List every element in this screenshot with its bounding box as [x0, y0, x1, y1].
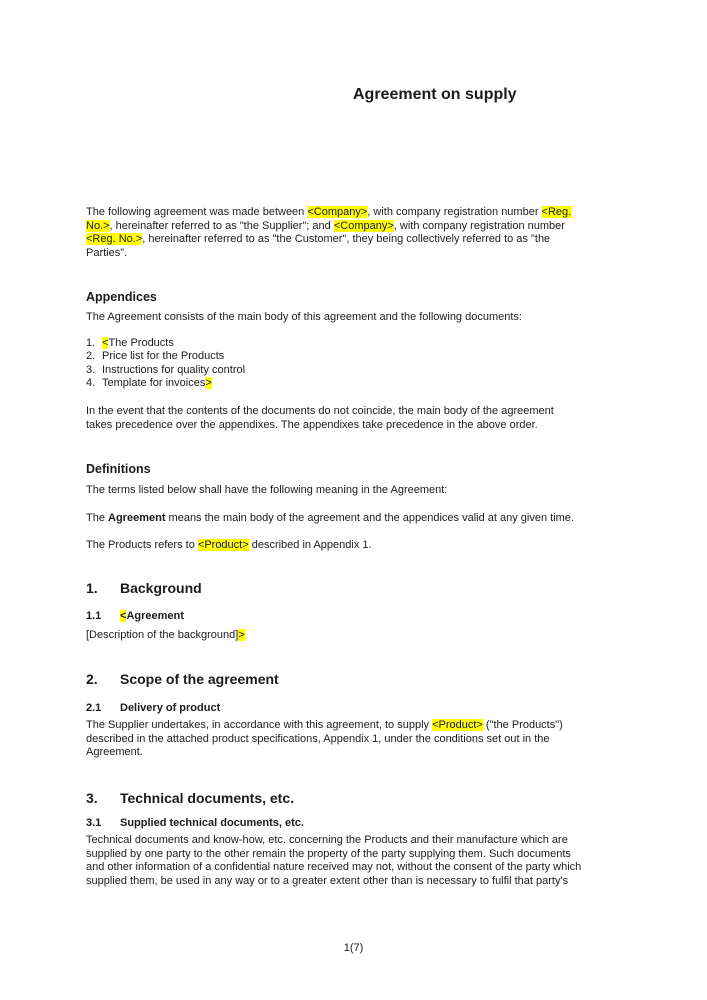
intro-paragraph: The following agreement was made between <Company>, with company registration number <Reg. No.>, hereinafter referred to as "the Supplier"; and <Company>, with company registration number <Reg. No.>, hereinafter referred to as "the Customer", they being collectively referred to as "the Parties".	[86, 206, 572, 259]
subsection-title: Supplied technical documents, etc.	[120, 817, 304, 829]
section-1-heading	[86, 580, 631, 597]
list-item-text: Instructions for quality control	[102, 363, 246, 376]
subsection-number: 1.1	[86, 610, 102, 622]
appendices-list	[86, 337, 631, 391]
appendices-heading: Appendices	[86, 290, 157, 304]
section-number: 1.	[86, 580, 98, 596]
list-item	[86, 337, 631, 350]
section-1-1-heading	[86, 610, 631, 624]
section-number: 2.	[86, 671, 98, 687]
section-3-heading	[86, 790, 631, 807]
section-3-body: Technical documents and know-how, etc. concerning the Products and their manufacture which are supplied by one party to the other remain the property of the party supplying them. Such documents and other information of a confidential nature received may not, without the consent of the party which supplied them, be used in any way or to a greater extent other than is necessary to fulfil that party's	[86, 834, 582, 887]
subsection-number: 2.1	[86, 702, 102, 714]
section-2-1-heading	[86, 702, 631, 716]
section-title: Scope of the agreement	[120, 671, 279, 687]
subsection-title: <Agreement	[120, 610, 184, 622]
section-2-body: The Supplier undertakes, in accordance with this agreement, to supply <Product> ("the Products") described in the attached product specifications, Appendix 1, under the conditions set out in the Agreement.	[86, 719, 563, 758]
list-item-text: <The Products	[102, 337, 174, 349]
document-title: Agreement on supply	[353, 86, 517, 103]
section-title: Technical documents, etc.	[120, 790, 295, 806]
list-item-text: Price list for the Products	[102, 350, 225, 363]
subsection-title: Delivery of product	[120, 702, 221, 714]
definitions-heading: Definitions	[86, 462, 151, 476]
list-item	[86, 364, 631, 377]
subsection-number: 3.1	[86, 817, 102, 829]
list-item	[86, 377, 631, 390]
section-2-heading	[86, 671, 631, 688]
appendices-note: In the event that the contents of the documents do not coincide, the main body of the agreement takes precedence over the appendixes. The appendixes take precedence in the above order.	[86, 405, 554, 431]
list-number: 4.	[86, 377, 96, 390]
definition-products: The Products refers to <Product> described in Appendix 1.	[86, 539, 372, 551]
section-3-1-heading	[86, 817, 631, 831]
section-number: 3.	[86, 790, 98, 806]
list-item-text: Template for invoices>	[102, 377, 212, 390]
list-number: 3.	[86, 363, 96, 376]
page-number: 1(7)	[343, 942, 364, 954]
section-1-body: [Description of the background]>	[86, 629, 245, 641]
list-item	[86, 350, 631, 363]
definition-agreement: The Agreement means the main body of the agreement and the appendices valid at any given time.	[86, 512, 574, 524]
definitions-intro: The terms listed below shall have the following meaning in the Agreement:	[86, 484, 448, 496]
section-title: Background	[120, 580, 202, 596]
list-number: 2.	[86, 350, 96, 363]
appendices-intro: The Agreement consists of the main body of this agreement and the following documents:	[86, 311, 522, 323]
list-number: 1.	[86, 337, 96, 349]
